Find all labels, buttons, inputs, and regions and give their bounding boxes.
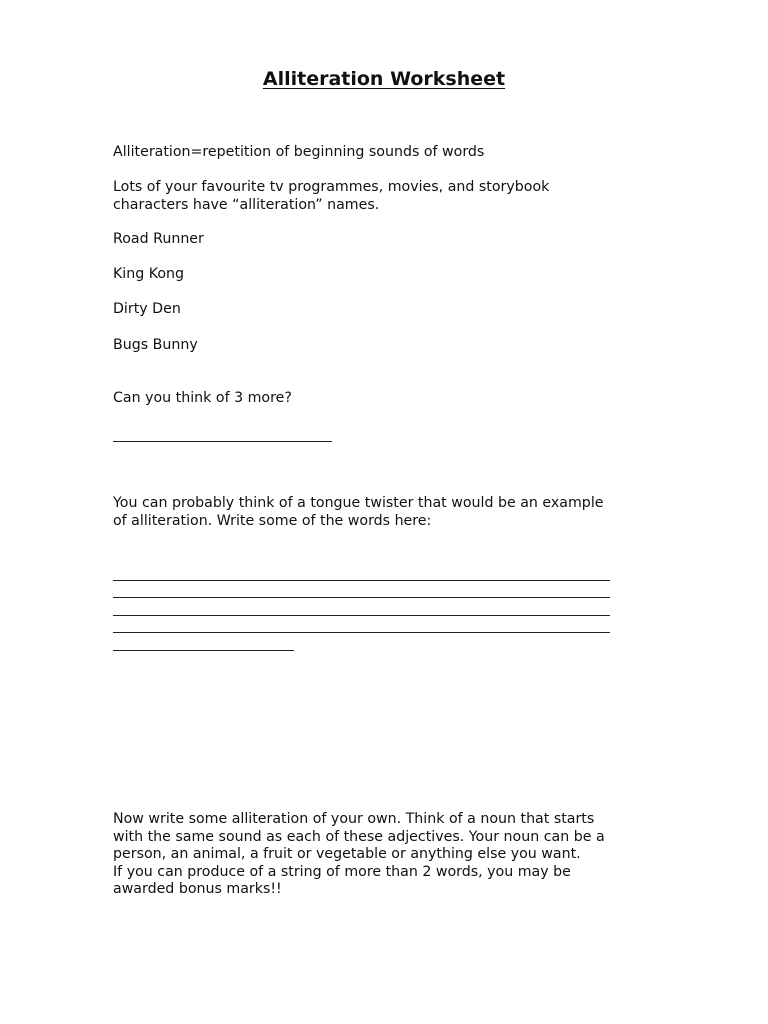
worksheet-title: Alliteration Worksheet: [262, 68, 506, 90]
answer-line[interactable]: [113, 597, 610, 598]
example-name: Bugs Bunny: [113, 337, 198, 353]
answer-line[interactable]: [113, 615, 610, 616]
more-examples-question: Can you think of 3 more?: [113, 390, 292, 406]
answer-line[interactable]: [113, 441, 332, 442]
alliteration-definition: Alliteration=repetition of beginning sounds of words: [113, 144, 485, 160]
example-name: King Kong: [113, 266, 185, 282]
intro-paragraph: Lots of your favourite tv programmes, movies, and storybook characters have “alliteration” names.: [113, 179, 550, 213]
answer-line[interactable]: [113, 632, 610, 633]
example-name: Dirty Den: [113, 301, 181, 317]
own-alliteration-instructions: Now write some alliteration of your own. Think of a noun that starts with the same sound as each of these adjectives. Your noun can be a person, an animal, a fruit or vegetable or anything else you want. If you can produce of a string of more than 2 words, you may be awarded bonus marks!!: [113, 811, 605, 897]
answer-line[interactable]: [113, 580, 610, 581]
example-name: Road Runner: [113, 231, 204, 247]
tongue-twister-prompt: You can probably think of a tongue twister that would be an example of alliteration. Write some of the words here:: [113, 495, 604, 529]
answer-line[interactable]: [113, 650, 294, 651]
